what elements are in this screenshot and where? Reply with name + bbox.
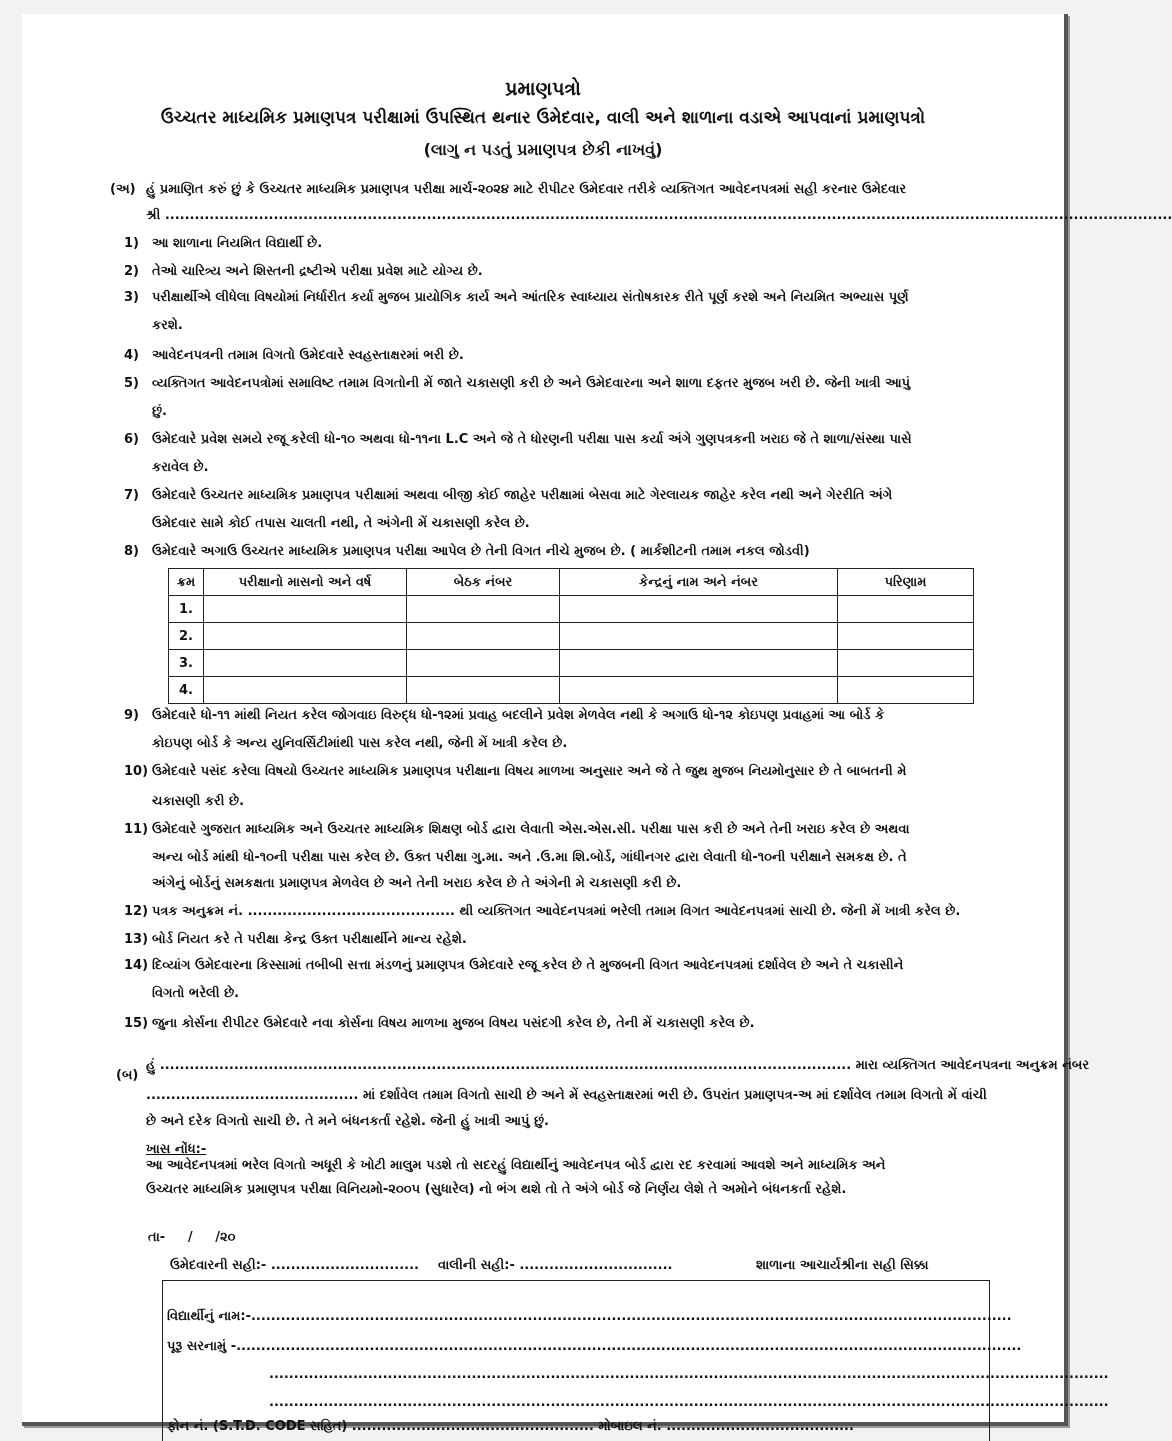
item-text: બોર્ડ નિયત કરે તે પરીક્ષા કેન્દ્ર ઉક્ત પરીક્ષાર્થીને માન્ય રહેશે. <box>152 932 467 947</box>
table-cell[interactable] <box>204 677 407 704</box>
address-line-3[interactable]: .......................................................................................................................................................................... <box>269 1395 1109 1410</box>
table-cell[interactable] <box>560 650 838 677</box>
item-number: 11) <box>124 822 149 837</box>
table-header: બેઠક નંબર <box>407 569 560 596</box>
item-number: 10) <box>124 764 149 779</box>
item-number: 5) <box>124 376 139 391</box>
table-cell[interactable] <box>838 596 974 623</box>
section-b-line2: ........................................... માં દર્શાવેલ તમામ વિગતો સાચી છે અને મેં સ્વહસ્તાક્ષરમાં ભરી છે. ઉપરાંત પ્રમાણપત્ર-અ માં દર્શાવેલ તમામ વિગતો મેં વાંચી <box>146 1088 987 1103</box>
special-note-line2: ઉચ્ચતર માધ્યમિક પ્રમાણપત્ર પરીક્ષા વિનિયમો-૨૦૦૫ (સુધારેલ) નો ભંગ થશે તો તે અંગે બોર્ડ જે નિર્ણય લેશે તે અમોને બંધનકર્તા રહેશે. <box>146 1182 847 1197</box>
section-a-line1: હું પ્રમાણિત કરું છું કે ઉચ્ચતર માધ્યમિક પ્રમાણપત્ર પરીક્ષા માર્ચ-૨૦૨૪ માટે રીપીટર ઉમેદવાર તરીકે વ્યક્તિગત આવેદનપત્રમાં સહી કરનાર ઉમેદવાર <box>146 182 907 197</box>
item-text-cont: અંગેનું બોર્ડનું સમકક્ષતા પ્રમાણપત્ર મેળવેલ છે અને તેની ખરાઇ કરેલ છે તે અંગેની મે ચકાસણી કરી છે. <box>152 876 682 891</box>
table-cell[interactable] <box>407 596 560 623</box>
date-field[interactable]: તા- / /૨૦ <box>148 1230 236 1245</box>
row-number: 3. <box>169 650 204 677</box>
item-text: ઉમેદવારે પ્રવેશ સમયે રજૂ કરેલી ધો-૧૦ અથવા ધો-૧૧ના L.C અને જે તે ધોરણની પરીક્ષા પાસ કર્યા અંગે ગુણપત્રકની ખરાઇ જે તે શાળા/સંસ્થા પાસે <box>152 432 912 447</box>
section-b-line1: હું ............................................................................................................................................ મારા વ્યક્તિગત આવેદનપત્રના અનુક્રમ નંબર <box>146 1058 1090 1073</box>
row-number: 1. <box>169 596 204 623</box>
previous-exam-table <box>168 568 974 704</box>
table-cell[interactable] <box>838 650 974 677</box>
item-number: 4) <box>124 348 139 363</box>
item-text: તેઓ ચારિત્ર્ય અને શિસ્તની દ્રષ્ટીએ પરીક્ષા પ્રવેશ માટે યોગ્ય છે. <box>152 264 483 279</box>
table-cell[interactable] <box>560 677 838 704</box>
table-cell[interactable] <box>204 650 407 677</box>
table-cell[interactable] <box>407 623 560 650</box>
table-header-row <box>169 569 974 596</box>
table-cell[interactable] <box>838 623 974 650</box>
student-name-field[interactable]: વિદ્યાર્થીનું નામ:-.......................................................................................................................................................... <box>167 1309 1012 1324</box>
item-number: 9) <box>124 708 139 723</box>
section-b-line3: છે અને દરેક વિગતો સાચી છે. તે મને બંધનકર્તા રહેશે. જેની હું ખાત્રી આપું છું. <box>146 1114 549 1129</box>
item-number: 7) <box>124 488 139 503</box>
table-row <box>169 623 974 650</box>
item-number: 12) <box>124 904 149 919</box>
item-text: ઉમેદવારે ગુજરાત માધ્યમિક અને ઉચ્ચતર માધ્યમિક શિક્ષણ બોર્ડ દ્વારા લેવાતી એસ.એસ.સી. પરીક્ષા પાસ કરી છે અને તેની ખરાઇ કરેલ છે અથવા <box>152 822 910 837</box>
item-text: ઉમેદવારે પસંદ કરેલા વિષયો ઉચ્ચતર માધ્યમિક પ્રમાણપત્ર પરીક્ષાના વિષય માળખા અનુસાર અને જે તે જુથ મુજબ નિયમોનુસાર છે તે બાબતની મે <box>152 764 907 779</box>
special-note-line1: આ આવેદનપત્રમાં ભરેલ વિગતો અધૂરી કે ખોટી માલુમ પડશે તો સદરહું વિદ્યાર્થીનું આવેદનપત્ર બોર્ડ દ્વારા રદ કરવામાં આવશે અને માધ્યમિક અને <box>146 1158 886 1173</box>
certificate-page <box>22 14 1172 1434</box>
special-note-heading: ખાસ નોંધ:- <box>146 1142 207 1157</box>
item-text: આ શાળાના નિયમિત વિદ્યાર્થી છે. <box>152 236 323 251</box>
address-line-2[interactable]: .......................................................................................................................................................................... <box>269 1367 1109 1382</box>
item-text: પરીક્ષાર્થીએ લીધેલા વિષયોમાં નિર્ધારીત કર્યા મુજબ પ્રાયોગિક કાર્ય અને આંતરિક સ્વાધ્યાય સંતોષકારક રીતે પૂર્ણ કરશે અને નિયમિત અભ્યાસ પૂર્ણ <box>152 290 909 305</box>
candidate-signature[interactable]: ઉમેદવારની સહી:- .............................. <box>170 1258 419 1273</box>
table-cell[interactable] <box>560 596 838 623</box>
item-text: દિવ્યાંગ ઉમેદવારના કિસ્સામાં તબીબી સત્તા મંડળનું પ્રમાણપત્ર ઉમેદવારે રજૂ કરેલ છે તે મુજબની વિગત આવેદનપત્રમાં દર્શાવેલ છે અને તે ચકાસીને <box>152 958 904 973</box>
section-b-label: (બ) <box>116 1068 139 1083</box>
item-number: 3) <box>124 290 139 305</box>
student-details-box <box>162 1280 1109 1441</box>
section-a-label: (અ) <box>110 182 136 197</box>
row-number: 4. <box>169 677 204 704</box>
table-row <box>169 650 974 677</box>
table-cell[interactable] <box>838 677 974 704</box>
item-text: ઉમેદવારે ઉચ્ચતર માધ્યમિક પ્રમાણપત્ર પરીક્ષામાં અથવા બીજી કોઈ જાહેર પરીક્ષામાં બેસવા માટે ગેરલાયક જાહેર કરેલ નથી અને ગેરરીતિ અંગે <box>152 488 893 503</box>
table-row <box>169 596 974 623</box>
item-text: વ્યક્તિગત આવેદનપત્રોમાં સમાવિષ્ટ તમામ વિગતોની મેં જાતે ચકાસણી કરી છે અને ઉમેદવારના અને શાળા દફતર મુજબ ખરી છે. જેની ખાત્રી આપું <box>152 376 911 391</box>
item-number: 1) <box>124 236 139 251</box>
item-text-cont: વિગતો ભરેલી છે. <box>152 986 240 1001</box>
table-cell[interactable] <box>560 623 838 650</box>
item-text: આવેદનપત્રની તમામ વિગતો ઉમેદવારે સ્વહસ્તાક્ષરમાં ભરી છે. <box>152 348 464 363</box>
item-number: 13) <box>124 932 149 947</box>
table-cell[interactable] <box>204 596 407 623</box>
table-cell[interactable] <box>407 677 560 704</box>
item-text: પત્રક અનુક્રમ નં. .......................................... થી વ્યક્તિગત આવેદનપત્રમાં ભરેલી તમામ વિગત આવેદનપત્રમાં સાચી છે. જેની મેં ખાત્રી કરેલ છે. <box>152 904 961 919</box>
table-cell[interactable] <box>407 650 560 677</box>
row-number: 2. <box>169 623 204 650</box>
page-note: (લાગુ ન પડતું પ્રમાણપત્ર છેકી નાખવું) <box>423 140 663 159</box>
phone-field[interactable]: ફોન નં. (S.T.D. CODE સહિત) ................................................. મોબાઇલ નં. ...................................... <box>167 1419 854 1434</box>
item-number: 15) <box>124 1016 149 1031</box>
table-header: ક્રમ <box>169 569 204 596</box>
table-row <box>169 677 974 704</box>
item-text-cont: કરાવેલ છે. <box>152 460 209 475</box>
page-title: પ્રમાણપત્રો <box>505 78 581 100</box>
parent-signature[interactable]: વાલીની સહી:- ............................... <box>438 1258 673 1273</box>
page-subtitle: ઉચ્ચતર માધ્યમિક પ્રમાણપત્ર પરીક્ષામાં ઉપસ્થિત થનાર ઉમેદવાર, વાલી અને શાળાના વડાએ આપવાનાં પ્રમાણપત્રો <box>160 108 926 128</box>
item-text-cont: કરશે. <box>152 318 183 333</box>
item-text-cont: કોઇપણ બોર્ડ કે અન્ય યુનિવર્સિટીમાંથી પાસ કરેલ નથી, જેની મેં ખાત્રી કરેલ છે. <box>152 736 568 751</box>
table-header: પરીક્ષાનો માસનો અને વર્ષ <box>204 569 407 596</box>
item-number: 2) <box>124 264 139 279</box>
table-cell[interactable] <box>204 623 407 650</box>
item-text: ઉમેદવારે ધો-૧૧ માંથી નિયત કરેલ જોગવાઇ વિરુદ્ધ ધો-૧૨માં પ્રવાહ બદલીને પ્રવેશ મેળવેલ નથી કે અગાઉ ધો-૧૨ કોઇપણ પ્રવાહમાં આ બોર્ડ કે <box>152 708 885 723</box>
item-number: 14) <box>124 958 149 973</box>
item-text-cont: ચકાસણી કરી છે. <box>152 794 245 809</box>
table-header: કેન્દ્રનું નામ અને નંબર <box>560 569 838 596</box>
item-number: 6) <box>124 432 139 447</box>
item-text-cont: ઉમેદવાર સામે કોઈ તપાસ ચાલતી નથી, તે અંગેની મેં ચકાસણી કરેલ છે. <box>152 516 530 531</box>
item-text: ઉમેદવારે અગાઉ ઉચ્ચતર માધ્યમિક પ્રમાણપત્ર પરીક્ષા આપેલ છે તેની વિગત નીચે મુજબ છે. ( માર્કશીટની તમામ નકલ જોડવી) <box>152 544 810 559</box>
address-field[interactable]: પૂરૂ સરનામું -............................................................................................................................................................... <box>167 1339 1022 1354</box>
principal-signature-stamp: શાળાના આચાર્યશ્રીના સહી સિક્કા <box>756 1258 929 1273</box>
item-number: 8) <box>124 544 139 559</box>
item-text-cont: અન્ય બોર્ડ માંથી ધો-૧૦ની પરીક્ષા પાસ કરેલ છે. ઉક્ત પરીક્ષા ગુ.મા. અને .ઉ.મા શિ.બોર્ડ, ગાંધીનગર દ્વારા લેવાતી ધો-૧૦ની પરીક્ષાને સમકક્ષ છે. તે <box>152 850 907 865</box>
section-a-line2: શ્રી ............................................................................................................................................................................................................ <box>146 208 1172 223</box>
item-text: જુના કોર્સના રીપીટર ઉમેદવારે નવા કોર્સના વિષય માળખા મુજબ વિષય પસંદગી કરેલ છે, તેની મેં ચકાસણી કરેલ છે. <box>152 1016 755 1031</box>
item-text-cont: છું. <box>152 404 167 419</box>
table-header: પરિણામ <box>838 569 974 596</box>
